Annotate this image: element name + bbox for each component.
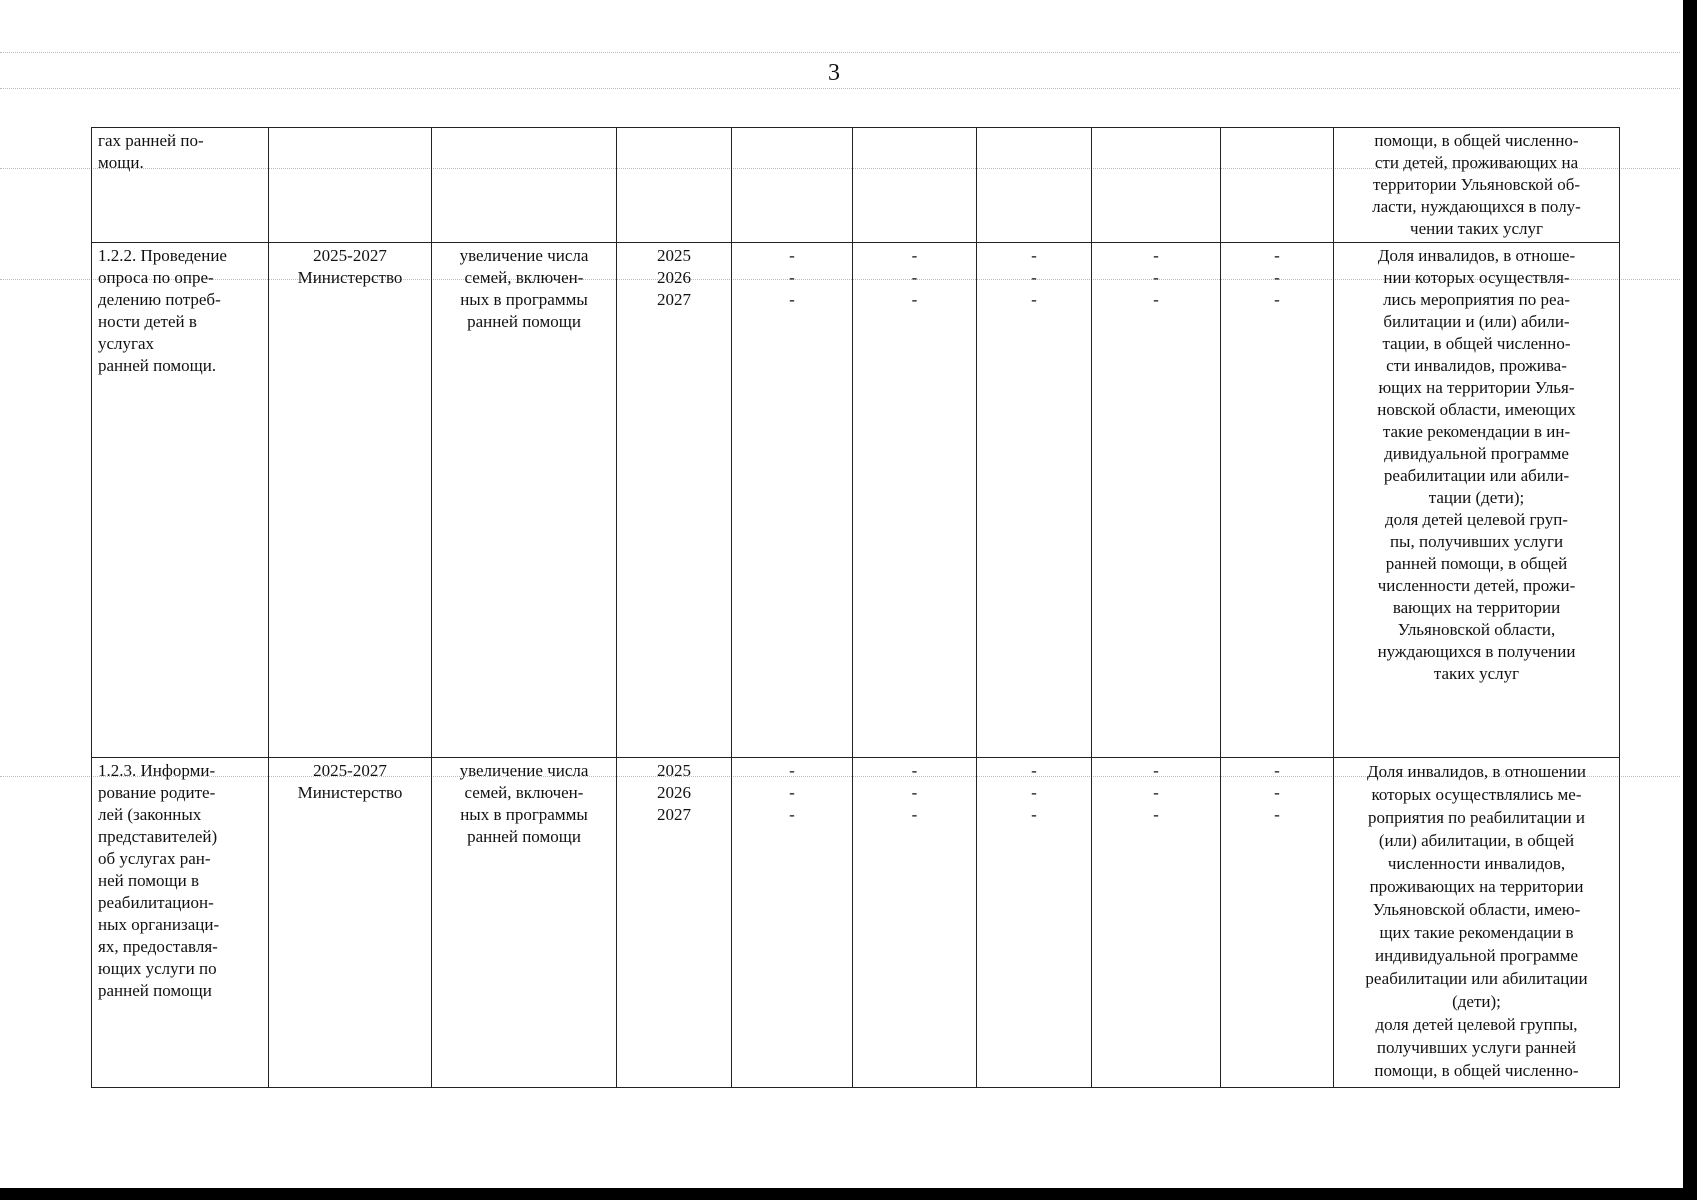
indicator-cell-line: нии которых осуществля- xyxy=(1383,268,1570,287)
funding-cell-line: - xyxy=(1274,761,1280,780)
funding-cell xyxy=(853,128,977,243)
indicator-cell-line: дивидуальной программе xyxy=(1384,444,1569,463)
funding-cell-line: - xyxy=(1153,268,1159,287)
period-executor-cell-line: 2025-2027 xyxy=(313,761,387,780)
activity-name-cell-line: реабилитацион- xyxy=(98,893,214,912)
funding-cell-line: - xyxy=(789,783,795,802)
activity-name-cell-line: 1.2.2. Проведение xyxy=(98,246,227,265)
years-cell xyxy=(617,758,732,1088)
funding-cell-line: - xyxy=(1031,268,1037,287)
program-activities-table xyxy=(91,127,1620,1088)
funding-cell-line: - xyxy=(911,761,918,780)
expected-result-cell xyxy=(432,758,617,1088)
funding-cell-line: - xyxy=(789,290,795,309)
funding-cell-line: - xyxy=(789,761,795,780)
period-executor-cell xyxy=(269,128,432,243)
activity-name-cell-line: ях, предоставля- xyxy=(98,937,218,956)
expected-result-cell-line: увеличение числа xyxy=(459,246,589,265)
years-cell-line: 2025 xyxy=(657,761,691,780)
funding-cell-line: - xyxy=(789,268,795,287)
funding-cell-line: - xyxy=(789,805,795,824)
funding-cell-line: - xyxy=(1031,761,1037,780)
funding-cell-line: - xyxy=(1153,290,1159,309)
funding-cell xyxy=(977,243,1092,758)
indicator-cell-line: (дети); xyxy=(1452,992,1501,1011)
expected-result-cell-line: ранней помощи xyxy=(467,827,581,846)
funding-cell xyxy=(732,243,853,758)
activity-name-cell-line: лей (законных xyxy=(98,805,202,824)
expected-result-cell-line: ных в программы xyxy=(460,290,588,309)
funding-cell xyxy=(732,758,853,1088)
indicator-cell-line: доля детей целевой груп- xyxy=(1385,510,1568,529)
indicator-cell-line: ющих на территории Улья- xyxy=(1378,378,1575,397)
funding-cell xyxy=(977,758,1092,1088)
expected-result-cell-line: семей, включен- xyxy=(464,268,584,287)
funding-cell xyxy=(732,128,853,243)
period-executor-cell-line: Министерство xyxy=(297,268,403,287)
funding-cell xyxy=(1092,243,1221,758)
table-row xyxy=(92,128,1620,243)
funding-cell-line: - xyxy=(1153,805,1159,824)
expected-result-cell-line: семей, включен- xyxy=(464,783,584,802)
funding-cell-line: - xyxy=(1274,246,1280,265)
indicator-cell-line: реабилитации или абили- xyxy=(1383,466,1570,485)
funding-cell-line: - xyxy=(911,268,918,287)
expected-result-cell xyxy=(432,243,617,758)
funding-cell xyxy=(1221,758,1334,1088)
activity-name-cell-line: ющих услуги по xyxy=(98,959,217,978)
indicator-cell-line: проживающих на территории xyxy=(1369,877,1584,896)
activity-name-cell xyxy=(92,128,269,243)
activity-name-cell-line: опроса по опре- xyxy=(98,268,214,287)
activity-name-cell-line: ности детей в xyxy=(98,312,197,331)
indicator-cell-line: сти инвалидов, прожива- xyxy=(1386,356,1567,375)
activity-name-cell-line: делению потреб- xyxy=(98,290,221,309)
indicator-cell xyxy=(1334,243,1620,758)
indicator-cell-line: такие рекомендации в ин- xyxy=(1382,422,1571,441)
expected-result-cell xyxy=(432,128,617,243)
scan-border-bottom xyxy=(0,1188,1697,1200)
funding-cell-line: - xyxy=(1031,783,1037,802)
indicator-cell-line: помощи, в общей численно- xyxy=(1374,131,1579,150)
indicator-cell-line: чении таких услуг xyxy=(1410,219,1543,238)
indicator-cell xyxy=(1334,128,1620,243)
period-executor-cell xyxy=(269,758,432,1088)
years-cell-line: 2026 xyxy=(657,268,691,287)
expected-result-cell-line: ранней помощи xyxy=(467,312,581,331)
period-executor-cell-line: 2025-2027 xyxy=(313,246,387,265)
expected-result-cell-line: увеличение числа xyxy=(459,761,589,780)
activity-name-cell-line: рование родите- xyxy=(98,783,216,802)
indicator-cell-line: территории Ульяновской об- xyxy=(1372,175,1581,194)
activity-name-cell-line: ранней помощи. xyxy=(98,356,217,375)
indicator-cell-line: (или) абилитации, в общей xyxy=(1378,831,1575,850)
funding-cell-line: - xyxy=(1274,290,1280,309)
indicator-cell-line: нуждающихся в получении xyxy=(1377,642,1576,661)
page-number: 3 xyxy=(828,60,840,86)
funding-cell xyxy=(853,758,977,1088)
activity-name-cell-line: об услугах ран- xyxy=(98,849,211,868)
indicator-cell-line: пы, получивших услуги xyxy=(1389,532,1564,551)
funding-cell-line: - xyxy=(1031,290,1037,309)
years-cell xyxy=(617,128,732,243)
activity-name-cell-line: ней помощи в xyxy=(98,871,199,890)
indicator-cell-line: получивших услуги ранней xyxy=(1376,1038,1577,1057)
funding-cell-line: - xyxy=(911,290,918,309)
funding-cell-line: - xyxy=(1031,805,1037,824)
indicator-cell-line: лись мероприятия по реа- xyxy=(1383,290,1570,309)
indicator-cell-line: Ульяновской области, xyxy=(1397,620,1556,639)
indicator-cell-line: билитации и (или) абили- xyxy=(1383,312,1570,331)
scan-artifact-line xyxy=(0,52,1680,53)
funding-cell-line: - xyxy=(1153,246,1159,265)
activity-name-cell xyxy=(92,243,269,758)
funding-cell xyxy=(853,243,977,758)
funding-cell-line: - xyxy=(1153,783,1159,802)
indicator-cell-line: сти детей, проживающих на xyxy=(1374,153,1579,172)
indicator-cell-line: индивидуальной программе xyxy=(1374,946,1579,965)
activity-name-cell-line: мощи. xyxy=(98,153,144,172)
funding-cell xyxy=(977,128,1092,243)
indicator-cell-line: численности инвалидов, xyxy=(1387,854,1566,873)
indicator-cell-line: доля детей целевой группы, xyxy=(1375,1015,1578,1034)
indicator-cell-line: тации, в общей численно- xyxy=(1382,334,1571,353)
table-row xyxy=(92,758,1620,1088)
indicator-cell-line: таких услуг xyxy=(1433,664,1520,683)
funding-cell-line: - xyxy=(1031,246,1037,265)
activity-name-cell-line: ранней помощи xyxy=(98,981,212,1000)
scan-border-right xyxy=(1683,0,1697,1200)
indicator-cell-line: которых осуществлялись ме- xyxy=(1371,785,1582,804)
table-row xyxy=(92,243,1620,758)
activity-name-cell-line: представителей) xyxy=(98,827,218,846)
indicator-cell-line: Доля инвалидов, в отношении xyxy=(1367,762,1586,781)
scan-artifact-line xyxy=(0,88,1680,89)
years-cell-line: 2027 xyxy=(657,805,691,824)
funding-cell-line: - xyxy=(1274,268,1280,287)
funding-cell-line: - xyxy=(1274,805,1280,824)
funding-cell-line: - xyxy=(1274,783,1280,802)
indicator-cell-line: щих такие рекомендации в xyxy=(1379,923,1574,942)
activity-name-cell-line: услугах xyxy=(98,334,155,353)
funding-cell xyxy=(1092,128,1221,243)
funding-cell-line: - xyxy=(1153,761,1159,780)
activity-name-cell-line: гах ранней по- xyxy=(98,131,204,150)
period-executor-cell xyxy=(269,243,432,758)
years-cell-line: 2027 xyxy=(657,290,691,309)
funding-cell xyxy=(1221,243,1334,758)
indicator-cell-line: численности детей, прожи- xyxy=(1377,576,1576,595)
indicator-cell xyxy=(1334,758,1620,1088)
funding-cell-line: - xyxy=(911,805,918,824)
funding-cell xyxy=(1092,758,1221,1088)
funding-cell-line: - xyxy=(911,783,918,802)
indicator-cell-line: тации (дети); xyxy=(1428,488,1525,507)
activity-name-cell-line: 1.2.3. Информи- xyxy=(98,761,216,780)
indicator-cell-line: Доля инвалидов, в отноше- xyxy=(1377,246,1576,265)
expected-result-cell-line: ных в программы xyxy=(460,805,588,824)
funding-cell-line: - xyxy=(911,246,918,265)
indicator-cell-line: вающих на территории xyxy=(1392,598,1561,617)
years-cell xyxy=(617,243,732,758)
indicator-cell-line: новской области, имеющих xyxy=(1377,400,1576,419)
years-cell-line: 2025 xyxy=(657,246,691,265)
activity-name-cell-line: ных организаци- xyxy=(98,915,220,934)
funding-cell-line: - xyxy=(789,246,795,265)
period-executor-cell-line: Министерство xyxy=(297,783,403,802)
activity-name-cell xyxy=(92,758,269,1088)
years-cell-line: 2026 xyxy=(657,783,691,802)
indicator-cell-line: ранней помощи, в общей xyxy=(1385,554,1568,573)
funding-cell xyxy=(1221,128,1334,243)
indicator-cell-line: помощи, в общей численно- xyxy=(1374,1061,1579,1080)
indicator-cell-line: роприятия по реабилитации и xyxy=(1368,808,1585,827)
indicator-cell-line: ласти, нуждающихся в полу- xyxy=(1372,197,1581,216)
indicator-cell-line: Ульяновской области, имею- xyxy=(1372,900,1581,919)
indicator-cell-line: реабилитации или абилитации xyxy=(1365,969,1588,988)
